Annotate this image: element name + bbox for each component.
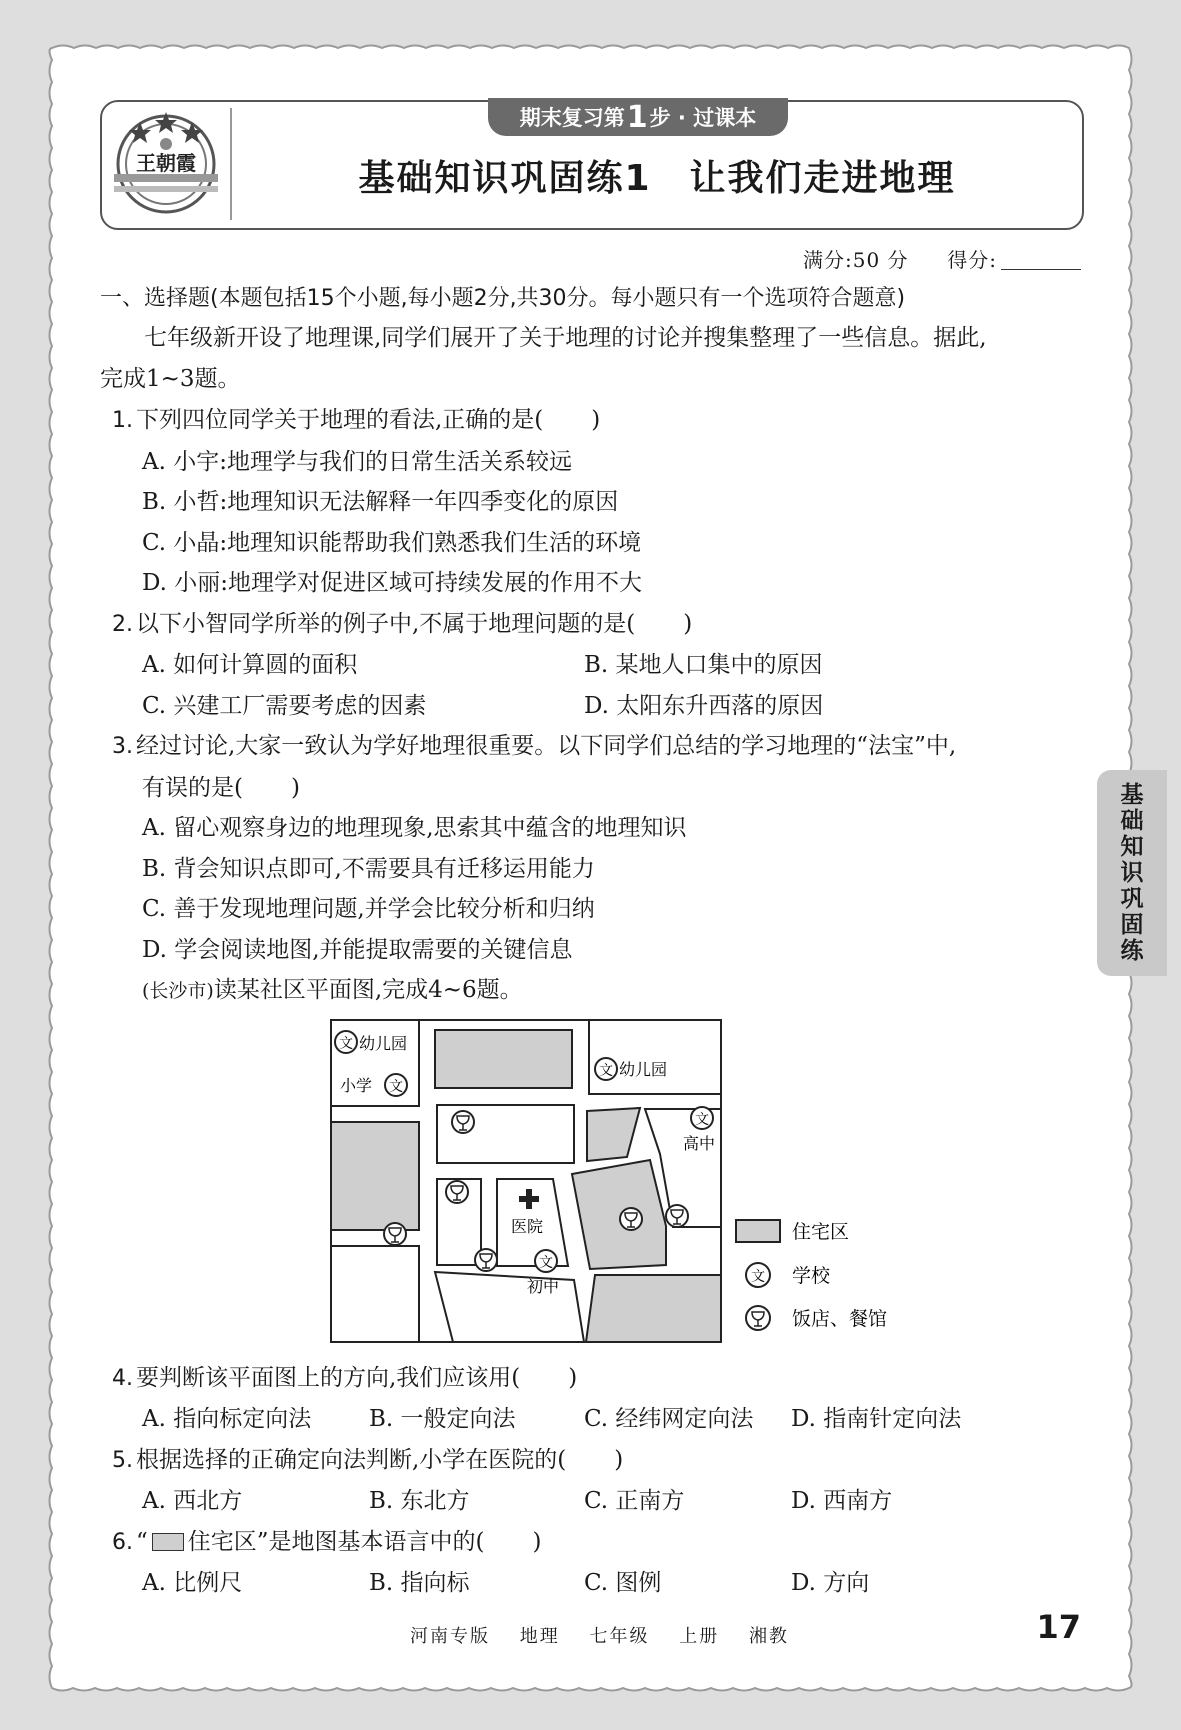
- legend-residential-swatch: [736, 1220, 780, 1242]
- restaurant-icon: [475, 1249, 497, 1271]
- residential-swatch-inline: [152, 1533, 184, 1551]
- svg-text:文: 文: [339, 1035, 353, 1052]
- option[interactable]: B. 一般定向法: [369, 1406, 516, 1432]
- question-6: 6. “ 住宅区”是地图基本语言中的( ): [112, 1528, 542, 1555]
- question-1: 1. 下列四位同学关于地理的看法,正确的是( ): [112, 407, 601, 433]
- question-4: 4. 要判断该平面图上的方向,我们应该用( ): [112, 1364, 578, 1391]
- residential-block: [331, 1122, 419, 1230]
- option[interactable]: C. 小晶:地理知识能帮助我们熟悉我们生活的环境: [142, 529, 642, 556]
- options-grid: [100, 1563, 1080, 1604]
- header-box: [100, 100, 1084, 230]
- question-3-cont: 有误的是( ): [142, 774, 300, 801]
- legend-school: 学校: [792, 1264, 831, 1287]
- svg-text:文: 文: [539, 1254, 553, 1271]
- school-icon: [595, 1058, 617, 1080]
- map-intro: [100, 970, 1080, 1012]
- score-blank[interactable]: [1001, 269, 1081, 270]
- options-grid: [100, 1399, 1080, 1440]
- step-suffix: 步 · 过课本: [649, 106, 757, 130]
- residential-block: [435, 1030, 572, 1088]
- restaurant-icon: [384, 1223, 406, 1245]
- map-label-kindergarten: 幼儿园: [619, 1059, 668, 1079]
- got-score-label: 得分:: [947, 248, 997, 272]
- option[interactable]: C. 兴建工厂需要考虑的因素: [142, 692, 427, 719]
- section-heading: 一、选择题(本题包括15个小题,每小题2分,共30分。每小题只有一个选项符合题意): [100, 286, 906, 311]
- option[interactable]: A. 比例尺: [142, 1570, 243, 1596]
- option[interactable]: B. 指向标: [369, 1570, 470, 1596]
- question-5: 5. 根据选择的正确定向法判断,小学在医院的( ): [112, 1446, 624, 1473]
- restaurant-icon: [666, 1205, 688, 1227]
- option[interactable]: D. 小丽:地理学对促进区域可持续发展的作用不大: [142, 570, 642, 596]
- map-intro-text: 读某社区平面图,完成4~6题。: [213, 977, 523, 1003]
- full-score: 满分:50 分: [802, 248, 909, 272]
- question-2: 2. 以下小智同学所举的例子中,不属于地理问题的是( ): [112, 610, 693, 637]
- score-line: [803, 244, 1081, 273]
- step-number: 1: [626, 99, 648, 135]
- school-icon: [335, 1031, 357, 1053]
- restaurant-icon: [452, 1111, 474, 1133]
- residential-block: [572, 1160, 666, 1269]
- svg-text:王朝霞: 王朝霞: [136, 151, 196, 175]
- option[interactable]: A. 留心观察身边的地理现象,思索其中蕴含的地理知识: [142, 815, 687, 841]
- intro-text: 七年级新开设了地理课,同学们展开了关于地理的讨论并搜集整理了一些信息。据此,: [144, 325, 987, 351]
- map-label-high: 高中: [683, 1133, 716, 1153]
- school-icon: [535, 1250, 557, 1272]
- restaurant-icon: [446, 1181, 468, 1203]
- brand-logo-icon: [110, 108, 222, 220]
- legend-school-icon: [746, 1263, 770, 1287]
- legend-restaurant: 饭店、餐馆: [792, 1307, 888, 1330]
- svg-text:文: 文: [695, 1111, 709, 1128]
- option[interactable]: B. 某地人口集中的原因: [584, 652, 823, 678]
- question-3: 3. 经过讨论,大家一致认为学好地理很重要。以下同学们总结的学习地理的“法宝”中,: [112, 733, 957, 759]
- option[interactable]: B. 东北方: [369, 1488, 470, 1514]
- legend-residential: 住宅区: [792, 1220, 850, 1243]
- option[interactable]: D. 太阳东升西落的原因: [584, 692, 824, 719]
- map-label-primary: 小学: [340, 1075, 373, 1095]
- page-number: 17: [1036, 1608, 1081, 1646]
- intro-text-cont: 完成1~3题。: [100, 366, 241, 392]
- legend-restaurant-icon: [746, 1306, 770, 1330]
- residential-block: [586, 1275, 721, 1342]
- option[interactable]: D. 学会阅读地图,并能提取需要的关键信息: [142, 936, 573, 963]
- map-source: (长沙市): [142, 980, 214, 1002]
- option[interactable]: A. 如何计算圆的面积: [142, 652, 358, 678]
- school-icon: [691, 1107, 713, 1129]
- svg-text:文: 文: [751, 1268, 765, 1285]
- restaurant-icon: [620, 1208, 642, 1230]
- step-tab: [488, 98, 788, 136]
- option[interactable]: C. 经纬网定向法: [584, 1406, 754, 1432]
- option[interactable]: A. 西北方: [142, 1488, 243, 1514]
- school-icon: [385, 1074, 407, 1096]
- options-grid: [100, 645, 1080, 726]
- option[interactable]: D. 西南方: [791, 1488, 893, 1514]
- footer: 河南专版 地理 七年级 上册 湘教: [410, 1626, 789, 1647]
- option[interactable]: D. 方向: [791, 1570, 870, 1596]
- svg-text:文: 文: [599, 1062, 613, 1079]
- options-grid: [100, 1481, 1080, 1522]
- option[interactable]: D. 指南针定向法: [791, 1406, 962, 1432]
- option[interactable]: C. 图例: [584, 1570, 662, 1596]
- option[interactable]: B. 小哲:地理知识无法解释一年四季变化的原因: [142, 489, 619, 515]
- content: [100, 280, 1080, 1604]
- step-prefix: 期末复习第: [519, 106, 625, 130]
- map-label-kindergarten: 幼儿园: [359, 1033, 408, 1053]
- map-label-hospital: 医院: [511, 1216, 544, 1236]
- option[interactable]: A. 指向标定向法: [142, 1406, 312, 1432]
- option[interactable]: A. 小宇:地理学与我们的日常生活关系较远: [142, 448, 572, 475]
- option[interactable]: C. 正南方: [584, 1488, 685, 1514]
- side-tab: 基 础 知 识 巩 固 练: [1097, 770, 1167, 976]
- option[interactable]: C. 善于发现地理问题,并学会比较分析和归纳: [142, 896, 595, 922]
- map-label-middle: 初中: [527, 1276, 560, 1296]
- option[interactable]: B. 背会知识点即可,不需要具有迁移运用能力: [142, 855, 595, 882]
- page-title: 基础知识巩固练1 让我们走进地理: [358, 158, 956, 199]
- community-map: [100, 1012, 1080, 1358]
- svg-text:文: 文: [389, 1078, 403, 1095]
- map-figure: [100, 1012, 1080, 1358]
